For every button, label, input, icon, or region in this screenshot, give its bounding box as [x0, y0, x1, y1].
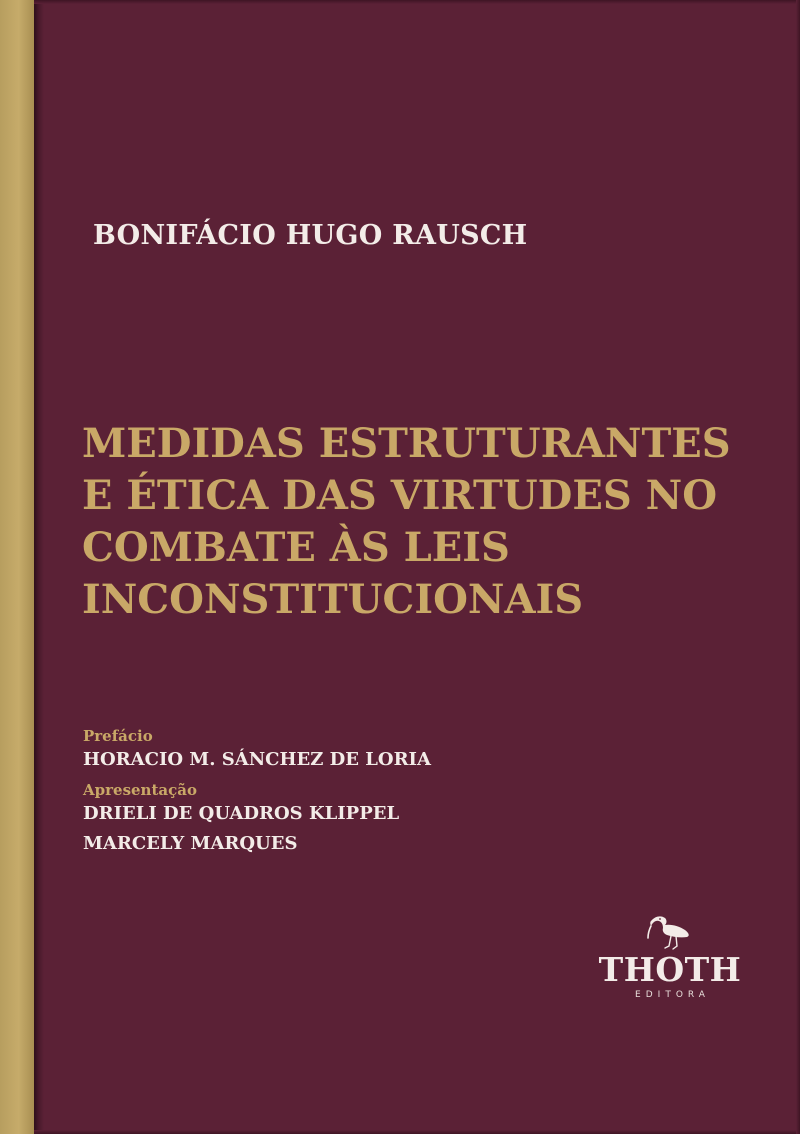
title-line: MEDIDAS ESTRUTURANTES	[82, 420, 731, 467]
publisher-logo	[585, 912, 755, 1000]
ibis-bird-icon	[645, 912, 695, 954]
preface-label: Prefácio	[83, 727, 153, 745]
title-line: INCONSTITUCIONAIS	[82, 576, 584, 623]
title-line: COMBATE ÀS LEIS	[82, 524, 510, 571]
presentation-name: DRIELI DE QUADROS KLIPPEL	[83, 803, 400, 824]
top-edge	[34, 0, 800, 4]
spine-shadow	[34, 0, 44, 1134]
bottom-edge	[34, 1130, 800, 1134]
spine-band	[0, 0, 34, 1134]
book-title	[82, 418, 782, 626]
title-line: E ÉTICA DAS VIRTUDES NO	[82, 472, 718, 519]
publisher-name: THOTH	[598, 950, 742, 989]
presentation-name: MARCELY MARQUES	[83, 833, 298, 854]
presentation-label: Apresentação	[83, 781, 197, 799]
author-name: BONIFÁCIO HUGO RAUSCH	[93, 220, 528, 251]
publisher-subtitle: EDITORA	[635, 990, 710, 1000]
right-edge	[796, 0, 800, 1134]
preface-name: HORACIO M. SÁNCHEZ DE LORIA	[83, 749, 431, 770]
credits	[83, 727, 431, 859]
